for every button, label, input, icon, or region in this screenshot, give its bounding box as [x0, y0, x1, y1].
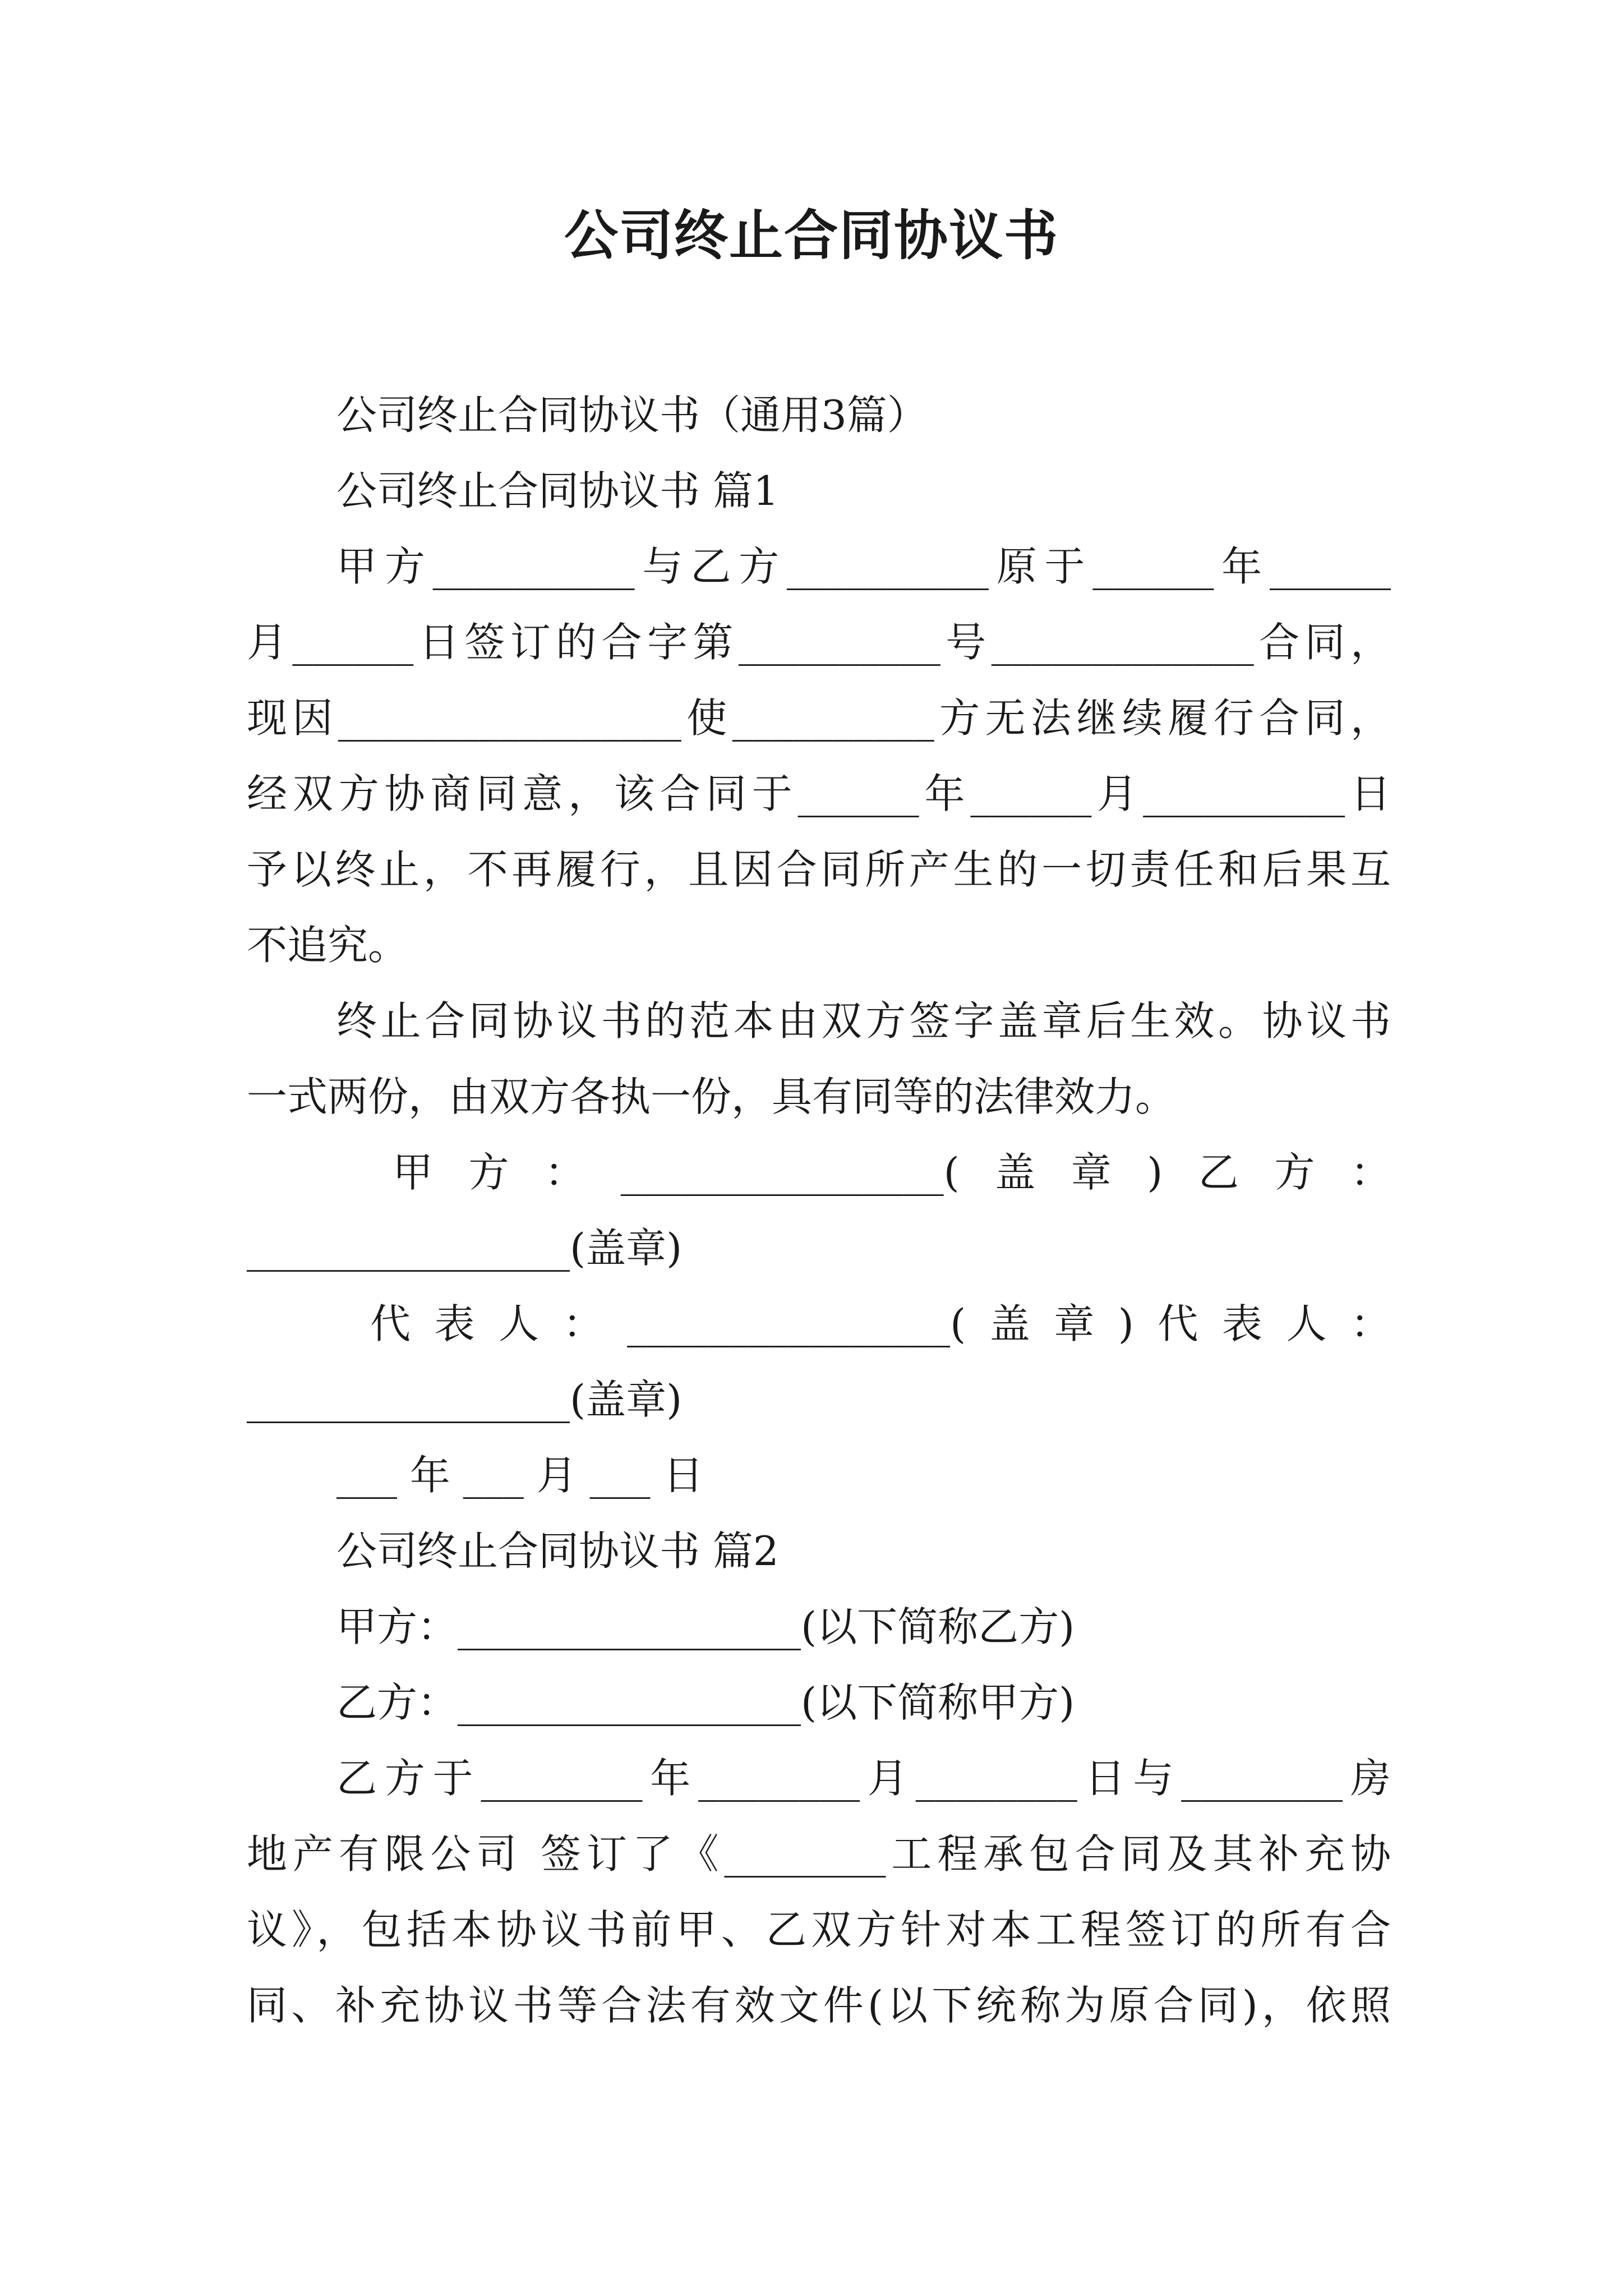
subtitle-line: 公司终止合同协议书（通用3篇） — [336, 392, 928, 439]
section-heading-2: 公司终止合同协议书 篇2 — [336, 1527, 779, 1575]
paragraph-line: 予以终止，不再履行，且因合同所产生的一切责任和后果互 — [247, 846, 1391, 893]
paragraph-line: 同、补充协议书等合法有效文件(以下统称为原合同)，依照 — [247, 1982, 1391, 2029]
paragraph-line: 地产有限公司 签订了《________工程承包合同及其补充协 — [247, 1830, 1391, 1878]
paragraph-line: 不追究。 — [247, 922, 409, 969]
signature-line-rep-cont: ________________(盖章) — [247, 1376, 683, 1423]
party-a-line: 甲方：_________________(以下简称乙方) — [336, 1603, 1075, 1650]
paragraph-line: 乙方于________年________月________日与________房 — [336, 1755, 1391, 1802]
document-title: 公司终止合同协议书 — [564, 204, 1059, 267]
paragraph-line: 现因_________________使__________方无法继续履行合同， — [247, 694, 1391, 742]
party-b-line: 乙方：_________________(以下简称甲方) — [336, 1679, 1075, 1726]
section-heading-1: 公司终止合同协议书 篇1 — [336, 467, 779, 514]
signature-line-party: 甲方：________________(盖章)乙方： — [393, 1149, 1391, 1196]
paragraph-line: 经双方协商同意，该合同于______年______月__________日 — [247, 770, 1391, 817]
date-line: ___ 年 ___ 月 ___ 日 — [336, 1452, 704, 1499]
signature-line-party-cont: ________________(盖章) — [247, 1225, 683, 1272]
paragraph-line: 一式两份，由双方各执一份，具有同等的法律效力。 — [247, 1073, 1176, 1120]
paragraph-line: 终止合同协议书的范本由双方签字盖章后生效。协议书 — [336, 997, 1391, 1045]
signature-line-rep: 代表人：________________(盖章)代表人： — [370, 1300, 1391, 1347]
paragraph-line: 月______日签订的合字第__________号_____________合同， — [247, 619, 1391, 666]
paragraph-line: 甲方__________与乙方__________原于______年______ — [336, 543, 1391, 590]
paragraph-line: 议》，包括本协议书前甲、乙双方针对本工程签订的所有合 — [247, 1906, 1391, 1953]
